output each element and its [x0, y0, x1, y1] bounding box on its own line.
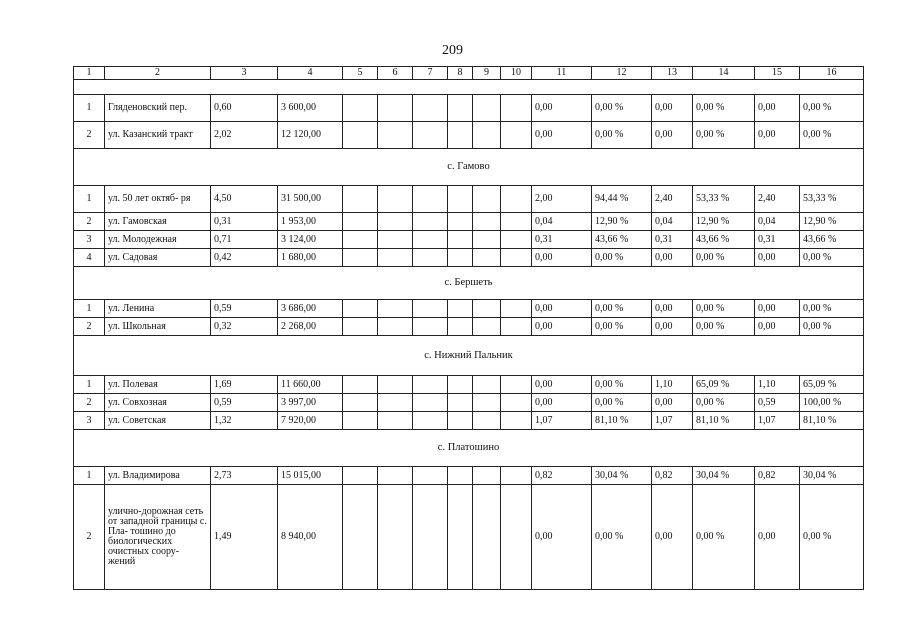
header-cell: 7 [413, 67, 448, 80]
value-cell-5 [343, 186, 378, 213]
table-row [74, 300, 864, 318]
value-cell-7 [413, 485, 448, 590]
value-cell-5 [343, 485, 378, 590]
value-cell-14: 0,00 % [693, 122, 755, 149]
table-row [74, 231, 864, 249]
header-cell: 13 [652, 67, 693, 80]
value-cell-15: 0,82 [755, 467, 800, 485]
row-number-cell: 3 [74, 231, 105, 249]
header-cell: 2 [105, 67, 211, 80]
value-cell-8 [448, 213, 473, 231]
value-cell-11: 0,00 [532, 300, 592, 318]
street-name-cell: Гляденовский пер. [105, 95, 211, 122]
value-cell-14: 0,00 % [693, 394, 755, 412]
value-cell-3: 2,73 [211, 467, 278, 485]
row-number-cell: 4 [74, 249, 105, 267]
value-cell-16: 12,90 % [800, 213, 864, 231]
value-cell-3: 0,60 [211, 95, 278, 122]
value-cell-6 [378, 467, 413, 485]
value-cell-12: 30,04 % [592, 467, 652, 485]
value-cell-11: 0,00 [532, 318, 592, 336]
header-row [74, 67, 864, 80]
value-cell-11: 1,07 [532, 412, 592, 430]
value-cell-14: 30,04 % [693, 467, 755, 485]
value-cell-4: 8 940,00 [278, 485, 343, 590]
value-cell-4: 15 015,00 [278, 467, 343, 485]
value-cell-13: 0,00 [652, 122, 693, 149]
row-number-cell: 1 [74, 300, 105, 318]
data-table [73, 66, 864, 590]
street-name-cell: ул. Садовая [105, 249, 211, 267]
header-cell: 12 [592, 67, 652, 80]
value-cell-6 [378, 376, 413, 394]
street-name-cell: ул. Школьная [105, 318, 211, 336]
value-cell-5 [343, 231, 378, 249]
row-number-cell: 1 [74, 95, 105, 122]
value-cell-9 [473, 467, 501, 485]
value-cell-12: 12,90 % [592, 213, 652, 231]
street-name-cell: улично-дорожная сеть от западной границы с. Пла- тошино до биологических очистных соору- жений [105, 485, 211, 590]
value-cell-9 [473, 300, 501, 318]
value-cell-9 [473, 213, 501, 231]
value-cell-10 [501, 95, 532, 122]
value-cell-7 [413, 300, 448, 318]
value-cell-7 [413, 95, 448, 122]
section-row [74, 149, 864, 186]
value-cell-7 [413, 318, 448, 336]
value-cell-16: 53,33 % [800, 186, 864, 213]
value-cell-13: 0,00 [652, 485, 693, 590]
value-cell-16: 0,00 % [800, 318, 864, 336]
table-row [74, 485, 864, 590]
value-cell-15: 1,07 [755, 412, 800, 430]
section-title [74, 80, 864, 95]
value-cell-9 [473, 186, 501, 213]
value-cell-13: 0,82 [652, 467, 693, 485]
row-number-cell: 2 [74, 122, 105, 149]
value-cell-8 [448, 376, 473, 394]
value-cell-16: 100,00 % [800, 394, 864, 412]
value-cell-15: 0,04 [755, 213, 800, 231]
value-cell-4: 1 680,00 [278, 249, 343, 267]
value-cell-10 [501, 394, 532, 412]
value-cell-4: 31 500,00 [278, 186, 343, 213]
value-cell-5 [343, 467, 378, 485]
value-cell-14: 0,00 % [693, 300, 755, 318]
value-cell-14: 43,66 % [693, 231, 755, 249]
value-cell-12: 0,00 % [592, 249, 652, 267]
value-cell-6 [378, 249, 413, 267]
value-cell-10 [501, 249, 532, 267]
value-cell-13: 1,10 [652, 376, 693, 394]
value-cell-9 [473, 394, 501, 412]
value-cell-15: 0,59 [755, 394, 800, 412]
value-cell-8 [448, 122, 473, 149]
table-row [74, 249, 864, 267]
table-row [74, 95, 864, 122]
value-cell-4: 3 997,00 [278, 394, 343, 412]
value-cell-12: 0,00 % [592, 95, 652, 122]
value-cell-12: 94,44 % [592, 186, 652, 213]
value-cell-6 [378, 394, 413, 412]
table-row [74, 394, 864, 412]
value-cell-9 [473, 231, 501, 249]
value-cell-8 [448, 318, 473, 336]
street-name-cell: ул. Советская [105, 412, 211, 430]
header-cell: 10 [501, 67, 532, 80]
value-cell-14: 12,90 % [693, 213, 755, 231]
street-name-cell: ул. Совхозная [105, 394, 211, 412]
value-cell-16: 0,00 % [800, 485, 864, 590]
value-cell-11: 0,00 [532, 485, 592, 590]
value-cell-10 [501, 485, 532, 590]
value-cell-7 [413, 467, 448, 485]
value-cell-11: 0,04 [532, 213, 592, 231]
value-cell-8 [448, 394, 473, 412]
value-cell-10 [501, 231, 532, 249]
value-cell-3: 4,50 [211, 186, 278, 213]
value-cell-6 [378, 300, 413, 318]
table-row [74, 376, 864, 394]
street-name-cell: ул. Владимирова [105, 467, 211, 485]
value-cell-15: 0,00 [755, 122, 800, 149]
value-cell-10 [501, 122, 532, 149]
value-cell-4: 11 660,00 [278, 376, 343, 394]
row-number-cell: 1 [74, 376, 105, 394]
value-cell-14: 0,00 % [693, 318, 755, 336]
value-cell-13: 2,40 [652, 186, 693, 213]
value-cell-13: 0,00 [652, 394, 693, 412]
value-cell-13: 0,00 [652, 318, 693, 336]
table-row [74, 467, 864, 485]
value-cell-6 [378, 318, 413, 336]
page-number: 209 [442, 43, 463, 58]
value-cell-4: 3 600,00 [278, 95, 343, 122]
value-cell-4: 1 953,00 [278, 213, 343, 231]
value-cell-6 [378, 95, 413, 122]
value-cell-4: 3 686,00 [278, 300, 343, 318]
value-cell-4: 7 920,00 [278, 412, 343, 430]
value-cell-16: 0,00 % [800, 122, 864, 149]
header-cell: 6 [378, 67, 413, 80]
value-cell-3: 0,32 [211, 318, 278, 336]
street-name-cell: ул. Полевая [105, 376, 211, 394]
street-name-cell: ул. Ленина [105, 300, 211, 318]
street-name-cell: ул. Казанский тракт [105, 122, 211, 149]
value-cell-10 [501, 376, 532, 394]
table-body [74, 67, 864, 590]
value-cell-6 [378, 231, 413, 249]
value-cell-15: 2,40 [755, 186, 800, 213]
value-cell-13: 0,00 [652, 300, 693, 318]
value-cell-13: 0,31 [652, 231, 693, 249]
value-cell-6 [378, 122, 413, 149]
value-cell-6 [378, 412, 413, 430]
value-cell-4: 12 120,00 [278, 122, 343, 149]
table-row [74, 186, 864, 213]
header-cell: 11 [532, 67, 592, 80]
value-cell-3: 0,31 [211, 213, 278, 231]
value-cell-7 [413, 412, 448, 430]
value-cell-11: 0,31 [532, 231, 592, 249]
value-cell-13: 0,00 [652, 249, 693, 267]
row-number-cell: 2 [74, 485, 105, 590]
value-cell-10 [501, 300, 532, 318]
header-cell: 9 [473, 67, 501, 80]
value-cell-8 [448, 412, 473, 430]
section-title: с. Нижний Пальник [74, 336, 864, 376]
value-cell-14: 53,33 % [693, 186, 755, 213]
value-cell-10 [501, 318, 532, 336]
value-cell-6 [378, 213, 413, 231]
value-cell-11: 0,82 [532, 467, 592, 485]
table-row [74, 122, 864, 149]
value-cell-7 [413, 213, 448, 231]
value-cell-16: 0,00 % [800, 249, 864, 267]
value-cell-14: 65,09 % [693, 376, 755, 394]
value-cell-15: 0,00 [755, 249, 800, 267]
value-cell-11: 0,00 [532, 249, 592, 267]
section-title: с. Платошино [74, 430, 864, 467]
value-cell-3: 0,59 [211, 300, 278, 318]
value-cell-10 [501, 186, 532, 213]
value-cell-15: 0,00 [755, 300, 800, 318]
value-cell-6 [378, 485, 413, 590]
value-cell-3: 2,02 [211, 122, 278, 149]
table-row [74, 318, 864, 336]
value-cell-12: 0,00 % [592, 300, 652, 318]
value-cell-4: 2 268,00 [278, 318, 343, 336]
section-row [74, 267, 864, 300]
header-cell: 1 [74, 67, 105, 80]
value-cell-3: 0,59 [211, 394, 278, 412]
value-cell-5 [343, 95, 378, 122]
value-cell-16: 0,00 % [800, 300, 864, 318]
value-cell-7 [413, 376, 448, 394]
value-cell-8 [448, 186, 473, 213]
value-cell-16: 30,04 % [800, 467, 864, 485]
section-title: с. Бершеть [74, 267, 864, 300]
header-cell: 8 [448, 67, 473, 80]
value-cell-3: 0,42 [211, 249, 278, 267]
value-cell-8 [448, 231, 473, 249]
value-cell-8 [448, 95, 473, 122]
value-cell-5 [343, 249, 378, 267]
value-cell-10 [501, 412, 532, 430]
row-number-cell: 3 [74, 412, 105, 430]
value-cell-6 [378, 186, 413, 213]
value-cell-5 [343, 376, 378, 394]
value-cell-15: 0,00 [755, 318, 800, 336]
value-cell-8 [448, 300, 473, 318]
value-cell-11: 0,00 [532, 122, 592, 149]
value-cell-5 [343, 412, 378, 430]
value-cell-7 [413, 231, 448, 249]
value-cell-7 [413, 122, 448, 149]
value-cell-14: 81,10 % [693, 412, 755, 430]
header-cell: 16 [800, 67, 864, 80]
value-cell-5 [343, 300, 378, 318]
value-cell-12: 0,00 % [592, 485, 652, 590]
value-cell-14: 0,00 % [693, 95, 755, 122]
value-cell-9 [473, 249, 501, 267]
value-cell-5 [343, 318, 378, 336]
value-cell-9 [473, 122, 501, 149]
value-cell-9 [473, 412, 501, 430]
row-number-cell: 2 [74, 318, 105, 336]
value-cell-13: 1,07 [652, 412, 693, 430]
value-cell-8 [448, 485, 473, 590]
row-number-cell: 2 [74, 394, 105, 412]
value-cell-12: 0,00 % [592, 376, 652, 394]
header-cell: 14 [693, 67, 755, 80]
value-cell-11: 0,00 [532, 95, 592, 122]
value-cell-13: 0,04 [652, 213, 693, 231]
header-cell: 5 [343, 67, 378, 80]
value-cell-12: 0,00 % [592, 318, 652, 336]
row-number-cell: 1 [74, 467, 105, 485]
value-cell-15: 1,10 [755, 376, 800, 394]
value-cell-15: 0,00 [755, 95, 800, 122]
section-row [74, 430, 864, 467]
value-cell-3: 1,69 [211, 376, 278, 394]
value-cell-16: 43,66 % [800, 231, 864, 249]
street-name-cell: ул. Гамовская [105, 213, 211, 231]
header-cell: 3 [211, 67, 278, 80]
value-cell-7 [413, 394, 448, 412]
row-number-cell: 2 [74, 213, 105, 231]
value-cell-13: 0,00 [652, 95, 693, 122]
value-cell-12: 43,66 % [592, 231, 652, 249]
street-name-cell: ул. 50 лет октяб- ря [105, 186, 211, 213]
value-cell-12: 0,00 % [592, 394, 652, 412]
value-cell-15: 0,31 [755, 231, 800, 249]
value-cell-12: 0,00 % [592, 122, 652, 149]
value-cell-12: 81,10 % [592, 412, 652, 430]
value-cell-5 [343, 213, 378, 231]
section-title: с. Гамово [74, 149, 864, 186]
table-row [74, 412, 864, 430]
value-cell-14: 0,00 % [693, 485, 755, 590]
value-cell-9 [473, 485, 501, 590]
value-cell-10 [501, 213, 532, 231]
row-number-cell: 1 [74, 186, 105, 213]
table-row [74, 213, 864, 231]
value-cell-8 [448, 467, 473, 485]
value-cell-3: 0,71 [211, 231, 278, 249]
section-row [74, 80, 864, 95]
value-cell-15: 0,00 [755, 485, 800, 590]
value-cell-9 [473, 95, 501, 122]
value-cell-14: 0,00 % [693, 249, 755, 267]
street-name-cell: ул. Молодежная [105, 231, 211, 249]
value-cell-11: 0,00 [532, 394, 592, 412]
value-cell-11: 2,00 [532, 186, 592, 213]
value-cell-9 [473, 318, 501, 336]
value-cell-16: 0,00 % [800, 95, 864, 122]
value-cell-9 [473, 376, 501, 394]
value-cell-7 [413, 249, 448, 267]
value-cell-5 [343, 122, 378, 149]
value-cell-3: 1,49 [211, 485, 278, 590]
value-cell-11: 0,00 [532, 376, 592, 394]
value-cell-5 [343, 394, 378, 412]
header-cell: 15 [755, 67, 800, 80]
value-cell-16: 65,09 % [800, 376, 864, 394]
value-cell-7 [413, 186, 448, 213]
value-cell-8 [448, 249, 473, 267]
value-cell-3: 1,32 [211, 412, 278, 430]
value-cell-16: 81,10 % [800, 412, 864, 430]
value-cell-4: 3 124,00 [278, 231, 343, 249]
value-cell-10 [501, 467, 532, 485]
section-row [74, 336, 864, 376]
header-cell: 4 [278, 67, 343, 80]
